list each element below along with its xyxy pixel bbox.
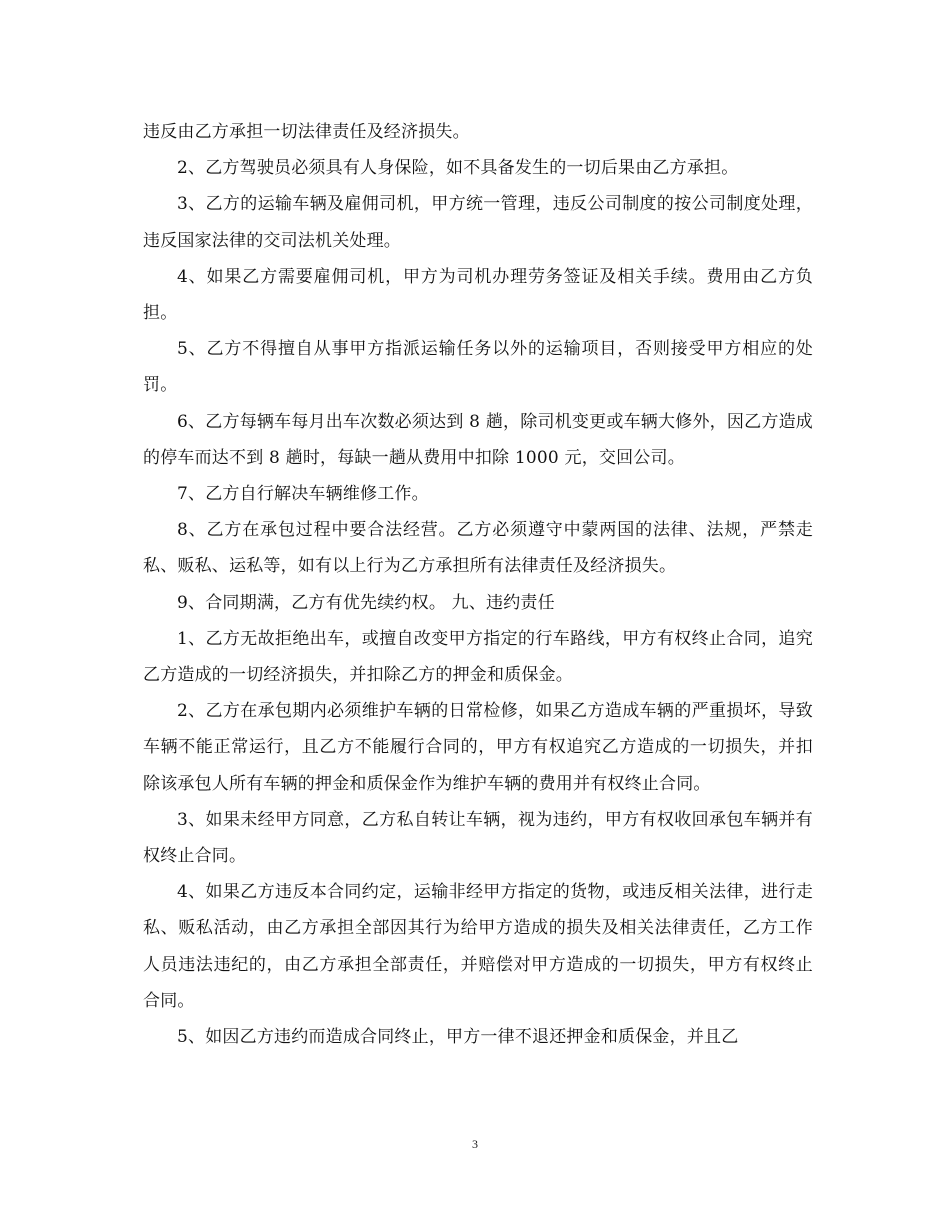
paragraph-9: 9、合同期满，乙方有优先续约权。 九、违约责任: [177, 592, 555, 613]
paragraph-14: 5、如因乙方违约而造成合同终止，甲方一律不退还押金和质保金，并且乙: [177, 1027, 739, 1048]
paragraph-10: 1、乙方无故拒绝出车，或擅自改变甲方指定的行车路线，甲方有权终止合同，追究乙方造成的一切经济损失，并扣除乙方的押金和质保金。: [143, 628, 813, 686]
document-body: [143, 114, 813, 1055]
paragraph-6: 6、乙方每辆车每月出车次数必须达到 8 趟，除司机变更或车辆大修外，因乙方造成的停车而达不到 8 趟时，每缺一趟从费用中扣除 1000 元，交回公司。: [143, 411, 813, 468]
paragraph-12: 3、如果未经甲方同意，乙方私自转让车辆，视为违约，甲方有权收回承包车辆并有权终止合同。: [143, 809, 813, 867]
paragraph-13: 4、如果乙方违反本合同约定，运输非经甲方指定的货物，或违反相关法律，进行走私、贩私活动，由乙方承担全部因其行为给甲方造成的损失及相关法律责任，乙方工作人员违法违纪的，由乙方承担全部责任，并赔偿对甲方造成的一切损失，甲方有权终止合同。: [143, 882, 813, 1011]
paragraph-11: 2、乙方在承包期内必须维护车辆的日常检修，如果乙方造成车辆的严重损坏，导致车辆不能正常运行，且乙方不能履行合同的，甲方有权追究乙方造成的一切损失，并扣除该承包人所有车辆的押金和质保金作为维护车辆的费用并有权终止合同。: [143, 701, 813, 794]
paragraph-4: 4、如果乙方需要雇佣司机，甲方为司机办理劳务签证及相关手续。费用由乙方负担。: [143, 266, 813, 324]
paragraph-7: 7、乙方自行解决车辆维修工作。: [177, 484, 429, 505]
paragraph-1: 违反由乙方承担一切法律责任及经济损失。: [143, 122, 470, 142]
paragraph-5: 5、乙方不得擅自从事甲方指派运输任务以外的运输项目，否则接受甲方相应的处罚。: [143, 339, 813, 396]
paragraph-8: 8、乙方在承包过程中要合法经营。乙方必须遵守中蒙两国的法律、法规，严禁走私、贩私、运私等，如有以上行为乙方承担所有法律责任及经济损失。: [143, 520, 813, 577]
page-number: 3: [472, 1137, 478, 1151]
paragraph-2: 2、乙方驾驶员必须具有人身保险，如不具备发生的一切后果由乙方承担。: [177, 158, 739, 179]
paragraph-3: 3、乙方的运输车辆及雇佣司机，甲方统一管理，违反公司制度的按公司制度处理，违反国家法律的交司法机关处理。: [143, 194, 813, 251]
